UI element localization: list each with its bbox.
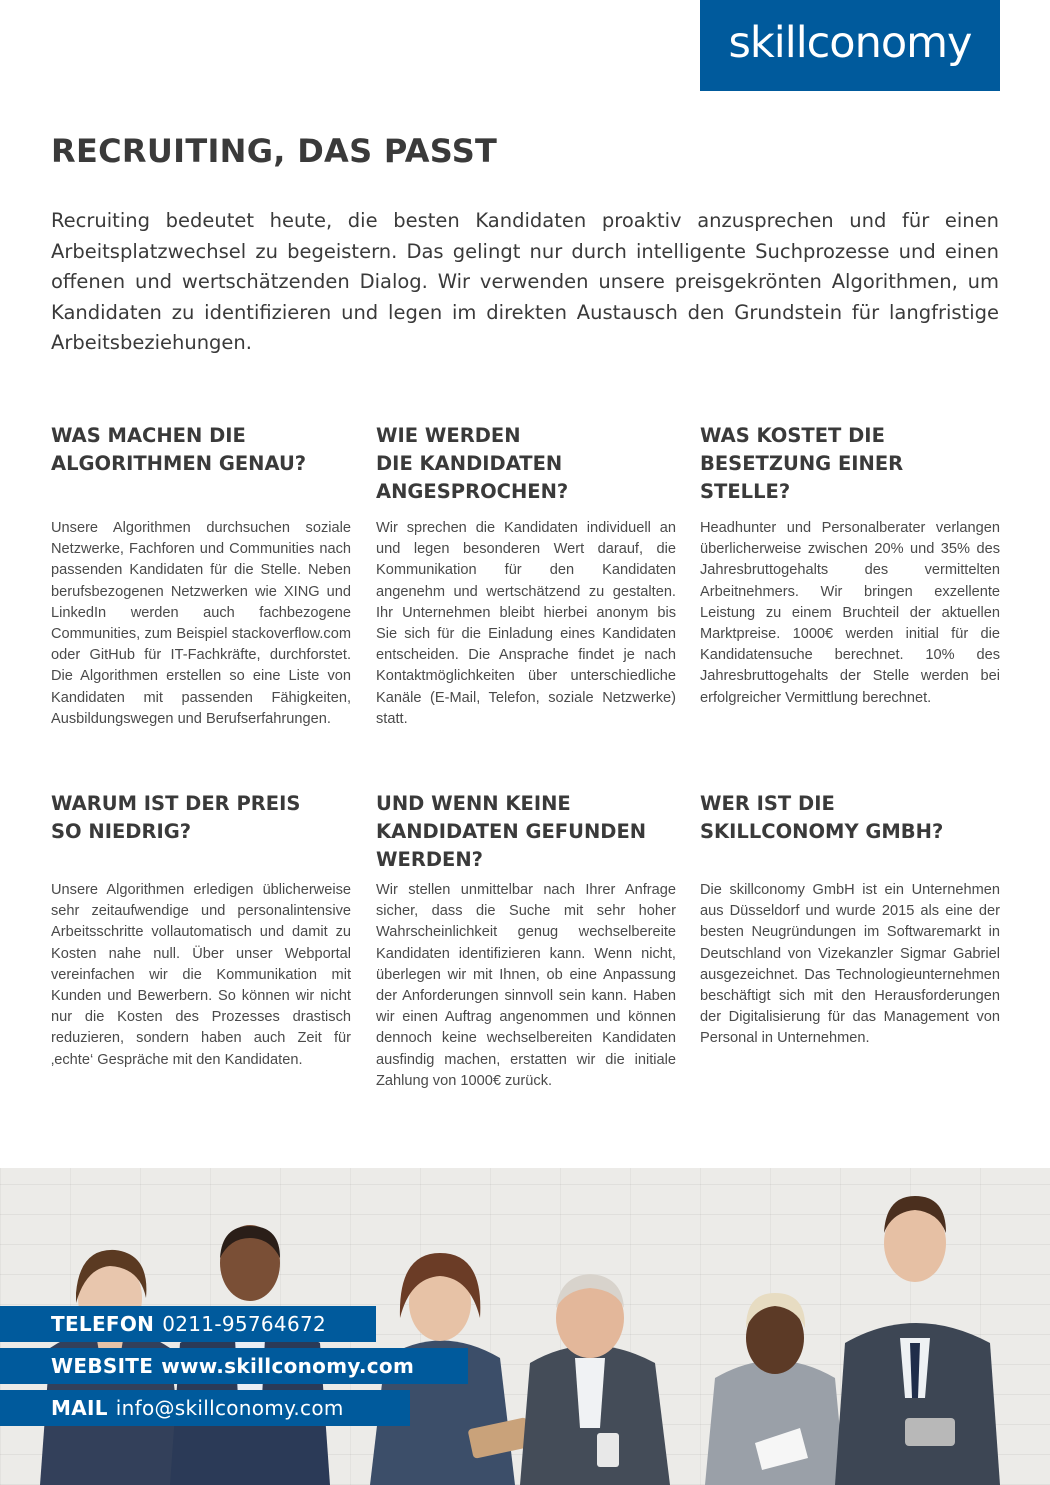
section-algorithms xyxy=(51,422,351,727)
logo-text: skillconomy xyxy=(728,17,972,68)
brand-logo xyxy=(700,0,1000,91)
section-body: Wir stellen unmittelbar nach Ihrer Anfrage sicher, dass die Suche mit sehr hoher Wahrscheinlichkeit genug wechselbereite Kandidaten identifizieren kann. Wenn nicht, überlegen wir mit Ihnen, ob eine Anpassung der Anforderungen sinnvoll sein kann. Haben wir einen Auftrag angenommen und können dennoch keine wechselbereiten Kandidaten ausfindig machen, erstatten wir die initiale Zahlung von 1000€ zurück. xyxy=(376,882,676,1089)
section-heading: WER IST DIE SKILLCONOMY GMBH? xyxy=(700,792,944,843)
section-body: Unsere Algorithmen durchsuchen soziale Netzwerke, Fachforen und Communities nach passenden Kandidaten für die Stelle. Neben berufsbezogenen Netzwerken wie XING und LinkedIn werden auch fachbezogene Communities, zum Beispiel stackoverflow.com oder GitHub für IT-Fachkräfte, durchforstet. Die Algorithmen erstellen so eine Liste von Kandidaten mit passenden Fähigkeiten, Ausbildungswegen und Berufserfahrungen. xyxy=(51,520,351,727)
section-price xyxy=(51,790,351,1068)
section-heading: WAS KOSTET DIE BESETZUNG EINER STELLE? xyxy=(700,424,904,503)
contact-mail xyxy=(0,1390,410,1426)
section-heading: WARUM IST DER PREIS SO NIEDRIG? xyxy=(51,792,301,843)
section-costs xyxy=(700,422,1000,706)
section-heading: WIE WERDEN DIE KANDIDATEN ANGESPROCHEN? xyxy=(376,424,569,503)
section-heading: UND WENN KEINE KANDIDATEN GEFUNDEN WERDEN? xyxy=(376,792,647,871)
phone-label: TELEFON xyxy=(51,1312,155,1336)
phone-value[interactable]: 0211-95764672 xyxy=(162,1312,327,1336)
website-label: WEBSITE xyxy=(51,1354,154,1378)
website-link[interactable]: www.skillconomy.com xyxy=(161,1354,415,1378)
mail-link[interactable]: info@skillconomy.com xyxy=(115,1396,344,1420)
section-company xyxy=(700,790,1000,1047)
mail-label: MAIL xyxy=(51,1396,108,1420)
contact-phone xyxy=(0,1306,376,1342)
section-no-candidates xyxy=(376,790,676,1089)
contact-website xyxy=(0,1348,468,1384)
section-body: Wir sprechen die Kandidaten individuell an und legen besonderen Wert darauf, die Kommunikation für den Kandidaten angenehm und wertschätzend zu gestalten. Ihr Unternehmen bleibt hierbei anonym bis Sie sich für die Einladung eines Kandidaten entscheiden. Die Ansprache findet je nach Kontaktmöglichkeiten über unterschiedliche Kanäle (E-Mail, Telefon, soziale Netzwerke) statt. xyxy=(376,520,676,727)
person-figure xyxy=(835,1196,1000,1485)
section-body: Unsere Algorithmen erledigen üblicherweise sehr zeitaufwendige und personalintensive Arbeitsschritte vollautomatisch und damit zu Kosten nahe null. Über unser Webportal vereinfachen wir die Kommunikation mit Kunden und Bewerbern. So können wir nicht nur die Kosten des Prozesses drastisch reduzieren, sondern haben auch Zeit für ‚echte‘ Gespräche mit den Kandidaten. xyxy=(51,882,351,1068)
section-body: Headhunter und Personalberater verlangen überlicherweise zwischen 20% und 35% des Jahresbruttogehalts des vermittelten Arbeitnehmers. Wir bringen exzellente Leistung zu einem Bruchteil der aktuellen Marktpreise. 1000€ werden initial für die Kandidatensuche berechnet. 10% des Jahresbruttogehalts der Stelle werden bei erfolgreicher Vermittlung berechnet. xyxy=(700,520,1000,706)
page-title: RECRUITING, DAS PASST xyxy=(51,132,498,170)
section-body: Die skillconomy GmbH ist ein Unternehmen aus Düsseldorf und wurde 2015 als eine der besten Neugründungen im Softwaremarkt in Deutschland von Vizekanzler Sigmar Gabriel ausgezeichnet. Das Technologieunternehmen beschäftigt sich mit den Herausforderungen der Digitalisierung für das Management von Personal in Unternehmen. xyxy=(700,882,1000,1047)
section-heading: WAS MACHEN DIE ALGORITHMEN GENAU? xyxy=(51,424,307,475)
intro-text: Recruiting bedeutet heute, die besten Kandidaten proaktiv anzusprechen und für einen Arbeitsplatzwechsel zu begeistern. Das gelingt nur durch intelligente Suchprozesse und einen offenen und wertschätzenden Dialog. Wir verwenden unsere preisgekrönten Algorithmen, um Kandidaten zu identifizieren und legen im direkten Austausch den Grundstein für langfristige Arbeitsbeziehungen. xyxy=(51,209,999,354)
team-photo xyxy=(0,1168,1050,1485)
section-approach xyxy=(376,422,676,727)
person-figure xyxy=(705,1293,845,1485)
person-figure xyxy=(520,1274,670,1485)
